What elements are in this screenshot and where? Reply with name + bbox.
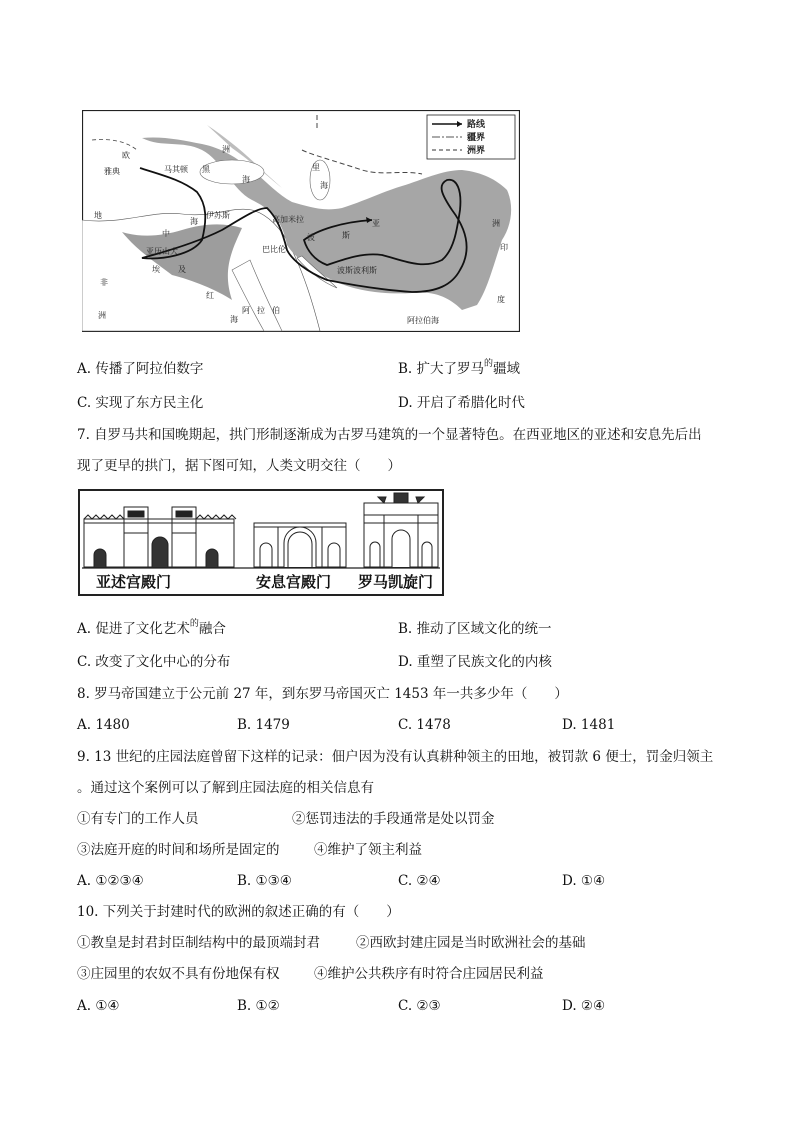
map-label: 海	[320, 181, 328, 190]
map-label: 欧	[122, 151, 130, 160]
q7-option-c: C. 改变了文化中心的分布	[77, 654, 231, 670]
q7-option-d: D. 重塑了民族文化的内核	[398, 654, 552, 670]
map-label: 海	[230, 315, 238, 324]
legend-route: 路线	[467, 120, 486, 130]
map-label: 拉	[257, 306, 265, 315]
map-label: 波斯波利斯	[337, 266, 377, 275]
q8-option-b: B. 1479	[237, 717, 290, 733]
map-label: 洲	[222, 145, 230, 154]
map-label: 黑	[202, 165, 210, 174]
q8-stem: 8. 罗马帝国建立于公元前 27 年，到东罗马帝国灭亡 1453 年一共多少年（ ）	[77, 686, 568, 702]
arch-comparison-figure	[78, 489, 444, 596]
q9-statement-4: ④维护了领主利益	[314, 842, 422, 858]
map-label: 洲	[98, 311, 106, 320]
caption-rome: 罗马凯旋门	[358, 573, 434, 591]
q6-option-b-pre: B. 扩大了罗马	[398, 361, 485, 377]
map-label: 非	[100, 278, 108, 287]
map-label: 度	[497, 295, 505, 304]
map-label: 亚历山大	[146, 247, 178, 256]
q7-option-b: B. 推动了区域文化的统一	[398, 621, 552, 637]
q8-option-a: A. 1480	[77, 717, 130, 733]
caption-assyria: 亚述宫殿门	[96, 573, 172, 591]
map-label: 顿	[180, 165, 188, 174]
legend-continent: 洲界	[467, 146, 486, 156]
map-label: 伊苏斯	[206, 211, 230, 220]
map-label: 海	[190, 217, 198, 226]
q7-stem-line1: 7. 自罗马共和国晚期起，拱门形制逐渐成为古罗马建筑的一个显著特色。在西亚地区的亚述和安息先后出	[77, 427, 702, 443]
q10-stem: 10. 下列关于封建时代的欧洲的叙述正确的有（ ）	[77, 904, 400, 920]
map-label: 海	[242, 175, 250, 184]
q10-option-d: D. ②④	[562, 998, 606, 1014]
map-label: 中	[162, 229, 170, 238]
q6-option-b-sup: 的	[484, 359, 494, 369]
map-label: 地	[94, 211, 102, 220]
map-label: 高加米拉	[272, 215, 304, 224]
map-label: 阿拉伯海	[407, 316, 439, 325]
map-label: 埃	[152, 265, 160, 274]
map-label: 亚	[372, 219, 380, 228]
map-label: 其	[172, 165, 180, 174]
q6-option-c: C. 实现了东方民主化	[77, 395, 204, 411]
map-label: 里	[312, 163, 320, 172]
map-label: 波	[307, 233, 315, 242]
alexander-campaign-map	[82, 110, 520, 332]
q9-stem-line1: 9. 13 世纪的庄园法庭曾留下这样的记录：佃户因为没有认真耕种领主的田地，被罚款 6 便士，罚金归领主	[77, 749, 714, 765]
q8-option-d: D. 1481	[562, 717, 616, 733]
q9-option-d: D. ①④	[562, 873, 606, 889]
q10-statement-3: ③庄园里的农奴不具有份地保有权	[77, 966, 280, 982]
q9-statement-3: ③法庭开庭的时间和场所是固定的	[77, 842, 280, 858]
q9-option-b: B. ①③④	[237, 873, 292, 889]
map-label: 马	[164, 165, 172, 174]
q10-statement-2: ②西欧封建庄园是当时欧洲社会的基础	[356, 935, 586, 951]
map-label: 及	[178, 265, 186, 274]
q7-option-a	[77, 620, 226, 640]
q10-statement-4: ④维护公共秩序有时符合庄园居民利益	[314, 966, 544, 982]
q10-option-b: B. ①②	[237, 998, 280, 1014]
map-label: 洲	[492, 219, 500, 228]
q9-stem-line2: 。通过这个案例可以了解到庄园法庭的相关信息有	[77, 780, 374, 796]
q8-option-c: C. 1478	[398, 717, 451, 733]
map-label: 红	[206, 291, 214, 300]
caption-parthia: 安息宫殿门	[256, 573, 332, 591]
q6-option-a: A. 传播了阿拉伯数字	[77, 361, 204, 377]
q10-option-a: A. ①④	[77, 998, 120, 1014]
q7-option-a-sup: 的	[189, 619, 199, 629]
q6-option-b-post: 疆域	[493, 361, 521, 377]
map-label: 印	[500, 243, 508, 252]
map-label: 斯	[342, 231, 350, 240]
map-label: 阿	[242, 306, 250, 315]
q10-option-c: C. ②③	[398, 998, 441, 1014]
map-label: 雅典	[104, 167, 120, 176]
q7-option-a-pre: A. 促进了文化艺术	[77, 621, 190, 637]
arch-svg	[78, 489, 444, 596]
q6-option-d: D. 开启了希腊化时代	[398, 395, 525, 411]
map-label: 巴比伦	[262, 245, 286, 254]
q7-option-a-post: 融合	[198, 621, 226, 637]
q9-option-a: A. ①②③④	[77, 873, 144, 889]
q10-statement-1: ①教皇是封君封臣制结构中的最顶端封君	[77, 935, 320, 951]
legend-border: 疆界	[467, 133, 486, 143]
q9-statement-1: ①有专门的工作人员	[77, 811, 199, 827]
q6-option-b	[398, 360, 520, 380]
map-label: 伯	[272, 306, 280, 315]
q7-stem-line2: 现了更早的拱门，据下图可知，人类文明交往（ ）	[77, 458, 401, 474]
q9-option-c: C. ②④	[398, 873, 441, 889]
q9-statement-2: ②惩罚违法的手段通常是处以罚金	[292, 811, 495, 827]
map-svg	[82, 110, 520, 332]
